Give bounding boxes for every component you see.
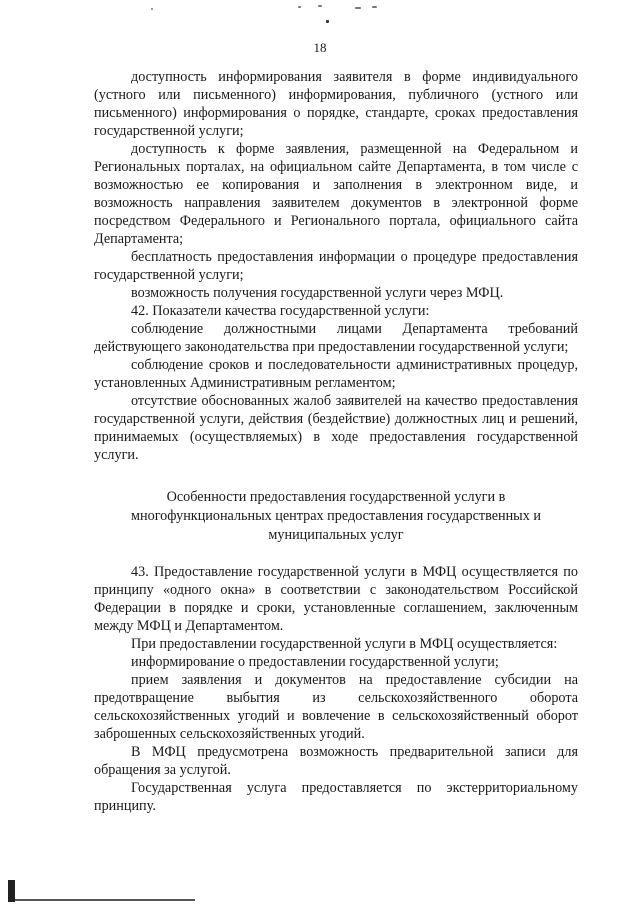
paragraph: 42. Показатели качества государственной услуги: (131, 303, 430, 319)
paragraph: доступность к форме заявления, размещенной на Федеральном и Региональных порталах, на официальном сайте Департамента, в том числе с возможностью ее копирования и заполнения в электронном виде, и возможность направления заявителем документов в электронной форме посредством Федерального и Регионального портала, официального сайта Департамента; (94, 141, 578, 247)
scan-artifact (372, 6, 377, 8)
paragraph: информирование о предоставлении государственной услуги; (131, 654, 499, 670)
paragraph: 43. Предоставление государственной услуги в МФЦ осуществляется по принципу «одного окна» в соответствии с законодательством Российской Федерации в порядке и сроки, установленные соглашением, заключенным между МФЦ и Департаментом. (94, 564, 578, 634)
scan-artifact (326, 20, 329, 23)
paragraph: соблюдение сроков и последовательности административных процедур, установленных Административным регламентом; (94, 357, 578, 391)
scan-edge-mark (8, 880, 15, 902)
document-body (94, 68, 578, 815)
paragraph: возможность получения государственной услуги через МФЦ. (131, 285, 504, 301)
paragraph: отсутствие обоснованных жалоб заявителей на качество предоставления государственной услуги, действия (бездействие) должностных лиц и решений, принимаемых (осуществляемых) в ходе предоставления государственной услуги. (94, 393, 578, 463)
page-number: 18 (313, 40, 327, 55)
paragraph: В МФЦ предусмотрена возможность предварительной записи для обращения за услугой. (94, 744, 578, 778)
section-heading: Особенности предоставления государственной услуги в многофункциональных центрах предоставления государственных и муниципальных услуг (131, 489, 541, 543)
scan-artifact (318, 5, 322, 7)
paragraph: бесплатность предоставления информации о процедуре предоставления государственной услуги; (94, 249, 578, 283)
paragraph: При предоставлении государственной услуги в МФЦ осуществляется: (131, 636, 558, 652)
scan-artifact (151, 8, 153, 10)
scan-artifact (355, 7, 361, 9)
scan-edge-line (15, 899, 195, 901)
paragraph: доступность информирования заявителя в форме индивидуального (устного или письменного) информирования, публичного (устного или письменного) информирования о порядке, стандарте, сроках предоставления государственной услуги; (94, 69, 578, 139)
paragraph: прием заявления и документов на предоставление субсидии на предотвращение выбытия из сельскохозяйственного оборота сельскохозяйственных угодий и вовлечение в сельскохозяйственный оборот заброшенных сельскохозяйственных угодий. (94, 672, 578, 742)
paragraph: Государственная услуга предоставляется по экстерриториальному принципу. (94, 780, 578, 814)
paragraph: соблюдение должностными лицами Департамента требований действующего законодательства при предоставлении государственной услуги; (94, 321, 578, 355)
scan-artifact (298, 6, 301, 8)
